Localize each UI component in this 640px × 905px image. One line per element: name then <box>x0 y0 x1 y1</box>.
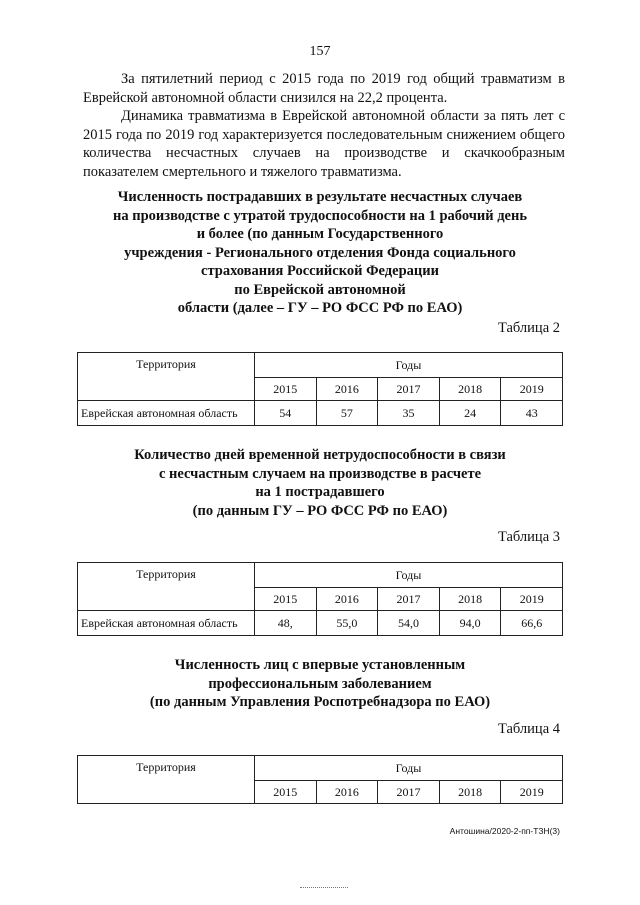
section3-heading <box>60 656 580 712</box>
year-cell: 2015 <box>255 588 317 611</box>
value-cell: 57 <box>316 401 378 426</box>
heading-line: области (далее – ГУ – РО ФСС РФ по ЕАО) <box>177 300 463 316</box>
heading-line: и более (по данным Государственного <box>196 226 444 242</box>
territory-header: Территория <box>78 353 255 401</box>
document-footnote: Антошина/2020-2-пп-ТЗН(3) <box>449 826 560 836</box>
value-cell: 54 <box>255 401 317 426</box>
heading-line: на производстве с утратой трудоспособности на 1 рабочий день <box>112 207 527 224</box>
row-label: Еврейская автономная область <box>78 401 255 426</box>
value-cell: 54,0 <box>378 611 440 636</box>
table4 <box>77 755 563 804</box>
heading-line: (по данным ГУ – РО ФСС РФ по ЕАО) <box>192 502 448 519</box>
heading-line: Численность пострадавших в результате несчастных случаев <box>117 189 523 205</box>
value-cell: 35 <box>378 401 440 426</box>
table3-caption: Таблица 3 <box>497 529 560 545</box>
table3 <box>77 562 563 636</box>
year-cell: 2015 <box>255 378 317 401</box>
bottom-divider <box>300 887 348 888</box>
heading-line: с несчастным случаем на производстве в расчете <box>158 465 482 482</box>
table4-caption: Таблица 4 <box>497 721 560 737</box>
value-cell: 94,0 <box>439 611 501 636</box>
territory-header: Территория <box>78 563 255 611</box>
year-cell: 2018 <box>439 378 501 401</box>
year-cell: 2016 <box>316 781 378 804</box>
table2-caption: Таблица 2 <box>497 320 560 336</box>
heading-line: страхования Российской Федерации <box>201 263 439 279</box>
section1-heading <box>60 188 580 318</box>
year-cell: 2018 <box>439 588 501 611</box>
year-cell: 2019 <box>501 378 563 401</box>
years-header: Годы <box>255 563 563 588</box>
heading-line: на 1 пострадавшего <box>255 484 385 500</box>
table-row <box>78 401 563 426</box>
page-number: 157 <box>309 44 331 59</box>
value-cell: 66,6 <box>501 611 563 636</box>
heading-line: профессиональным заболеванием <box>208 675 432 692</box>
heading-line: Количество дней временной нетрудоспособности в связи <box>134 447 506 463</box>
heading-line: по Еврейской автономной <box>234 281 406 298</box>
territory-header: Территория <box>78 756 255 804</box>
year-cell: 2017 <box>378 378 440 401</box>
section2-heading <box>60 446 580 520</box>
years-header: Годы <box>255 756 563 781</box>
year-cell: 2018 <box>439 781 501 804</box>
row-label: Еврейская автономная область <box>78 611 255 636</box>
heading-line: (по данным Управления Роспотребнадзора по ЕАО) <box>149 694 491 710</box>
heading-line: Численность лиц с впервые установленным <box>174 657 466 673</box>
year-cell: 2016 <box>316 588 378 611</box>
year-cell: 2017 <box>378 588 440 611</box>
heading-line: учреждения - Регионального отделения Фонда социального <box>124 244 516 261</box>
value-cell: 48, <box>255 611 317 636</box>
value-cell: 24 <box>439 401 501 426</box>
table2 <box>77 352 563 426</box>
value-cell: 55,0 <box>316 611 378 636</box>
year-cell: 2017 <box>378 781 440 804</box>
year-cell: 2019 <box>501 588 563 611</box>
years-header: Годы <box>255 353 563 378</box>
value-cell: 43 <box>501 401 563 426</box>
year-cell: 2019 <box>501 781 563 804</box>
year-cell: 2016 <box>316 378 378 401</box>
paragraph-overall-injury: За пятилетний период с 2015 года по 2019 год общий травматизм в Еврейской автономной области снизился на 22,2 процента. <box>83 71 565 106</box>
table-row <box>78 611 563 636</box>
paragraph-injury-dynamics: Динамика травматизма в Еврейской автономной области за пять лет с 2015 года по 2019 год характеризуется последовательным снижением общего количества несчастных случаев на производстве и скачкообразным показателем смертельного и тяжелого травматизма. <box>83 108 565 180</box>
year-cell: 2015 <box>255 781 317 804</box>
